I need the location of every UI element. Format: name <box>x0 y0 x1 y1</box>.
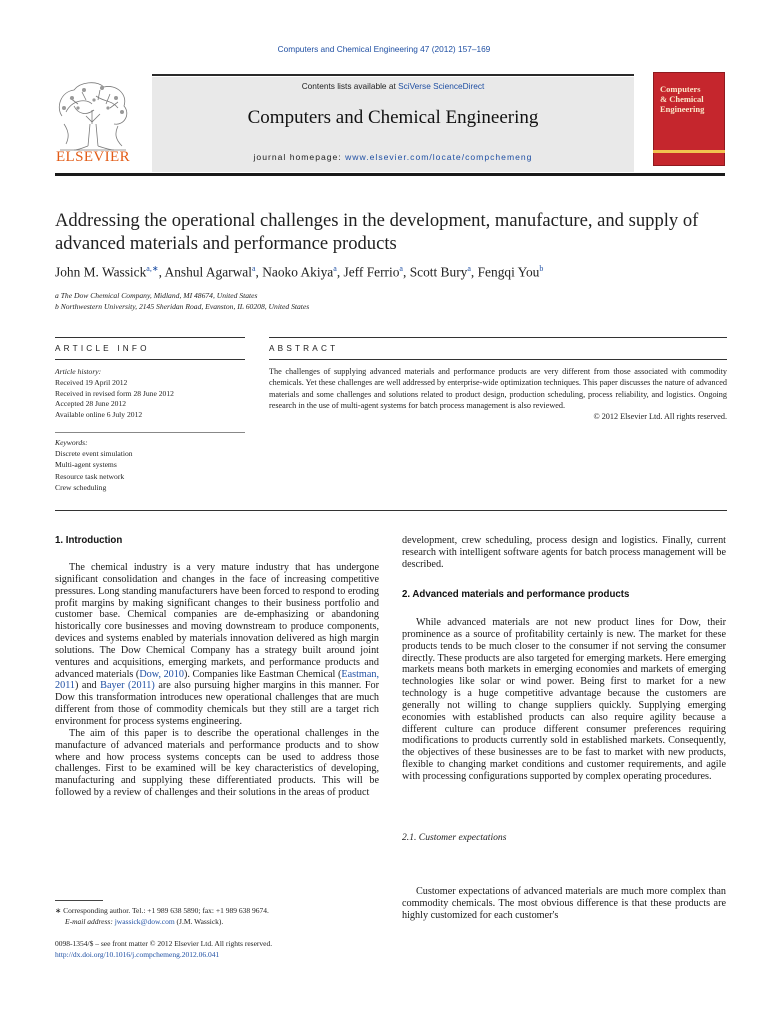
cover-title-line-2: & Chemical <box>660 94 704 104</box>
abstract-body <box>269 366 727 422</box>
sciverse-link[interactable]: SciVerse ScienceDirect <box>398 81 485 91</box>
revised-date: Received in revised form 28 June 2012 <box>55 388 174 398</box>
intro-paragraph-2: The aim of this paper is to describe the operational challenges in the manufacture of advanced materials and performance products and to show where and how process systems concepts can be used to address those challenges. First to be examined will be key characteristics of developing, manufacturing and supplying these differentiated products. This will be followed by a review of challenges and their solutions in the areas of product <box>55 727 379 799</box>
author-list: John M. Wassick$^{a,∗}$, Anshul Agarwal$^a$, Naoko Akiya$^a$, Jeff Ferrio$^a$, Scott Bury$^a$, Fengqi You$^b$ <box>55 264 544 280</box>
author-affiliation-link[interactable]: a <box>467 264 471 273</box>
paper-title: Addressing the operational challenges in the development, manufacture, and supply of advanced materials and performance products <box>55 210 699 254</box>
text-run: are also pursuing higher margins in this manner. For Dow this transformation introduces new operational challenges that are much different from those of commodity chemicals but they still are a target rich environment for process systems engineering. <box>55 680 379 727</box>
abstract-heading: ABSTRACT <box>269 344 339 353</box>
keyword: Multi-agent systems <box>55 460 117 470</box>
keyword: Resource task network <box>55 471 125 481</box>
homepage-label: journal homepage: <box>253 152 346 162</box>
email-suffix: (J.M. Wassick). <box>174 917 224 926</box>
affiliation-a: a The Dow Chemical Company, Midland, MI 48674, United States <box>55 291 258 300</box>
section-2-paragraph-1: While advanced materials are not new product lines for Dow, their prominence as a source of profitability certainly is new. The market for these products tends to be much closer to the consumer if not serving the consumer directly. These products are also targeted for emerging markets. Here emerging markets means both markets in emerging economies and markets of emerging technologies like solar or wind power. Being first to market for a new technology is a huge competitive advantage because the customers are generally not willing to change suppliers quickly. Supplying emerging economies with established products can also require agility because a different culture can produce different consumer preferences requiring modifications to products currently sold in established markets. Consequently, the objectives of these businesses are to be fast to market with new products, flexible to changing market conditions and customer requirements, and agile with processing configurations supported by complex operating procedures. <box>402 617 726 782</box>
text-run: ). Companies like Eastman Chemical ( <box>183 668 342 680</box>
online-date: Available online 6 July 2012 <box>55 410 143 420</box>
elsevier-wordmark: ELSEVIER <box>55 149 131 165</box>
author-name: Jeff Ferrio <box>343 264 400 280</box>
author-name: Naoko Akiya <box>262 264 334 280</box>
cover-title-line-1: Computers <box>660 84 701 94</box>
front-matter-info <box>55 938 385 960</box>
intro-paragraph-1 <box>55 562 379 728</box>
footnote-rule <box>55 900 103 901</box>
author-name: Fengqi You <box>477 264 540 280</box>
section-1-heading: 1. Introduction <box>55 535 123 546</box>
author-affiliation-link[interactable]: a <box>333 264 337 273</box>
citation-link[interactable]: Dow, 2010 <box>139 668 184 680</box>
issn-line: 0098-1354/$ – see front matter © 2012 Elsevier Ltd. All rights reserved. <box>55 939 273 948</box>
section-2-1-paragraph-1: Customer expectations of advanced materials are much more complex than commodity chemicals. The most obvious difference is that these products are highly customized for each customer's <box>402 886 726 921</box>
abstract-rule <box>269 359 727 360</box>
article-history <box>55 367 245 421</box>
citation-link[interactable]: Bayer (2011) <box>100 680 155 692</box>
accepted-date: Accepted 28 June 2012 <box>55 399 127 409</box>
author-affiliation-link[interactable]: a <box>251 264 256 273</box>
section-2-heading: 2. Advanced materials and performance products <box>402 589 630 600</box>
cover-title <box>660 84 722 114</box>
text-run: ) and <box>75 680 101 692</box>
cover-stripe <box>653 150 725 153</box>
right-column-continuation <box>402 535 726 571</box>
header-top-rule <box>152 74 634 76</box>
article-info-top-rule <box>55 337 245 338</box>
section-2-1-heading: 2.1. Customer expectations <box>402 832 507 843</box>
keyword: Crew scheduling <box>55 482 107 492</box>
keyword: Discrete event simulation <box>55 449 133 459</box>
author-name: John M. Wassick <box>55 264 147 280</box>
cover-title-line-3: Engineering <box>660 104 705 114</box>
author-affiliation-link[interactable]: a <box>399 264 403 273</box>
header-bottom-rule <box>55 173 725 176</box>
abstract-copyright: © 2012 Elsevier Ltd. All rights reserved. <box>593 412 727 422</box>
abstract-top-rule <box>269 337 727 338</box>
continued-paragraph: development, crew scheduling, process design and logistics. Finally, current research with intelligent software agents for batch process management will be described. <box>402 535 726 570</box>
homepage-link[interactable]: www.elsevier.com/locate/compchemeng <box>345 152 533 162</box>
text-run: The chemical industry is a very mature industry that has undergone significant consolidation and changes in the face of increasing competitive pressures. Long standing manufacturers have been forced to respond to eroding profit margins by making significant changes to their business portfolio and customer base. Chemical companies are de-emphasizing or abandoning historically core businesses and moving downstream to produce components, devices and systems enabled by materials innovation delivered as high margin solutions. The Dow Chemical Company has a strategy built around joint ventures and acquisitions, emerging markets, and performance products and advanced materials ( <box>55 562 379 680</box>
affiliation-b: b Northwestern University, 2145 Sheridan Road, Evanston, IL 60208, United States <box>55 302 310 311</box>
left-column-text <box>55 562 379 799</box>
article-info-heading: ARTICLE INFO <box>55 344 150 353</box>
received-date: Received 19 April 2012 <box>55 377 128 387</box>
history-label: Article history: <box>55 367 102 376</box>
citation-link[interactable]: Eastman, 2011 <box>55 668 379 692</box>
contents-prefix: Contents lists available at <box>301 81 399 91</box>
article-info-divider <box>55 432 245 433</box>
author-name: Scott Bury <box>409 264 468 280</box>
author-affiliation-link[interactable]: a,∗ <box>146 264 159 273</box>
corresponding-author-contact: ∗ Corresponding author. Tel.: +1 989 638 5890; fax: +1 989 638 9674. <box>55 906 269 915</box>
abstract-bottom-rule <box>55 510 727 511</box>
email-link[interactable]: jwassick@dow.com <box>114 917 175 926</box>
author-affiliation-link[interactable]: b <box>539 264 544 273</box>
journal-citation[interactable]: Computers and Chemical Engineering 47 (2012) 157–169 <box>277 44 491 54</box>
author-name: Anshul Agarwal <box>164 264 252 280</box>
article-info-rule <box>55 359 245 360</box>
journal-homepage <box>152 152 634 162</box>
abstract-text: The challenges of supplying advanced materials and performance products are very different from those associated with commodity chemicals. Yet these challenges are well addressed by enterprise-wide optimization techniques. This paper discusses the nature of advanced materials and some challenges and solutions related to product design, production scheduling, process reliability, and logistics. Ongoing research in the use of multi-agent systems for batch process management is also reviewed. <box>269 367 727 410</box>
doi-link[interactable]: http://dx.doi.org/10.1016/j.compchemeng.2012.06.041 <box>55 950 220 959</box>
corresponding-author-footnote <box>55 905 385 927</box>
keywords-label: Keywords: <box>55 438 88 447</box>
section-2-text <box>402 617 726 783</box>
journal-title: Computers and Chemical Engineering <box>247 107 539 128</box>
section-2-1-text <box>402 886 726 922</box>
keywords-block <box>55 437 245 493</box>
contents-line <box>152 81 634 91</box>
email-label: E-mail address: <box>65 917 115 926</box>
